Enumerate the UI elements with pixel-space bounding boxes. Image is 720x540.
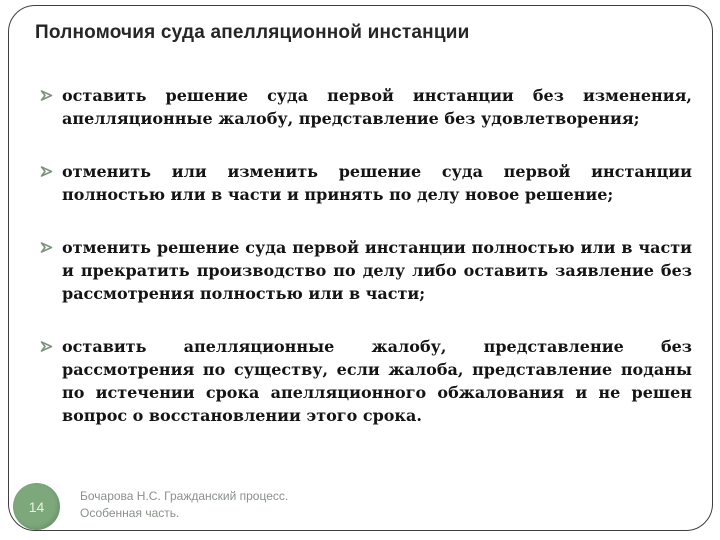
bullet-text: оставить решение суда первой инстанции без изменения, апелляционные жалобу, представление без удовлетворения; <box>62 86 692 128</box>
bullet-text: отменить или изменить решение суда первой инстанции полностью или в части и принять по делу новое решение; <box>62 162 692 204</box>
footer-line: Особенная часть. <box>80 506 180 520</box>
bullet-text: оставить апелляционные жалобу, представление без рассмотрения по существу, если жалоба, представление поданы по истечении срока апелляционного обжалования и не решен вопрос о восстановлении этого срока. <box>62 337 692 425</box>
bullet-list <box>40 84 692 457</box>
bullet-item <box>40 160 692 206</box>
bullet-text: отменить решение суда первой инстанции полностью или в части и прекратить производство по делу либо оставить заявление без рассмотрения полностью или в части; <box>62 238 692 303</box>
page-number-badge <box>13 483 60 530</box>
slide-title: Полномочия суда апелляционной инстанции <box>35 22 470 43</box>
footer-line: Бочарова Н.С. Гражданский процесс. <box>80 489 289 503</box>
arrowhead-right-icon <box>40 89 53 102</box>
footer-citation <box>80 488 288 522</box>
arrowhead-right-icon <box>40 241 53 254</box>
page-number: 14 <box>28 498 45 515</box>
bullet-item <box>40 84 692 130</box>
arrowhead-right-icon <box>40 165 53 178</box>
arrowhead-right-icon <box>40 340 53 353</box>
bullet-item <box>40 335 692 427</box>
bullet-item <box>40 236 692 305</box>
